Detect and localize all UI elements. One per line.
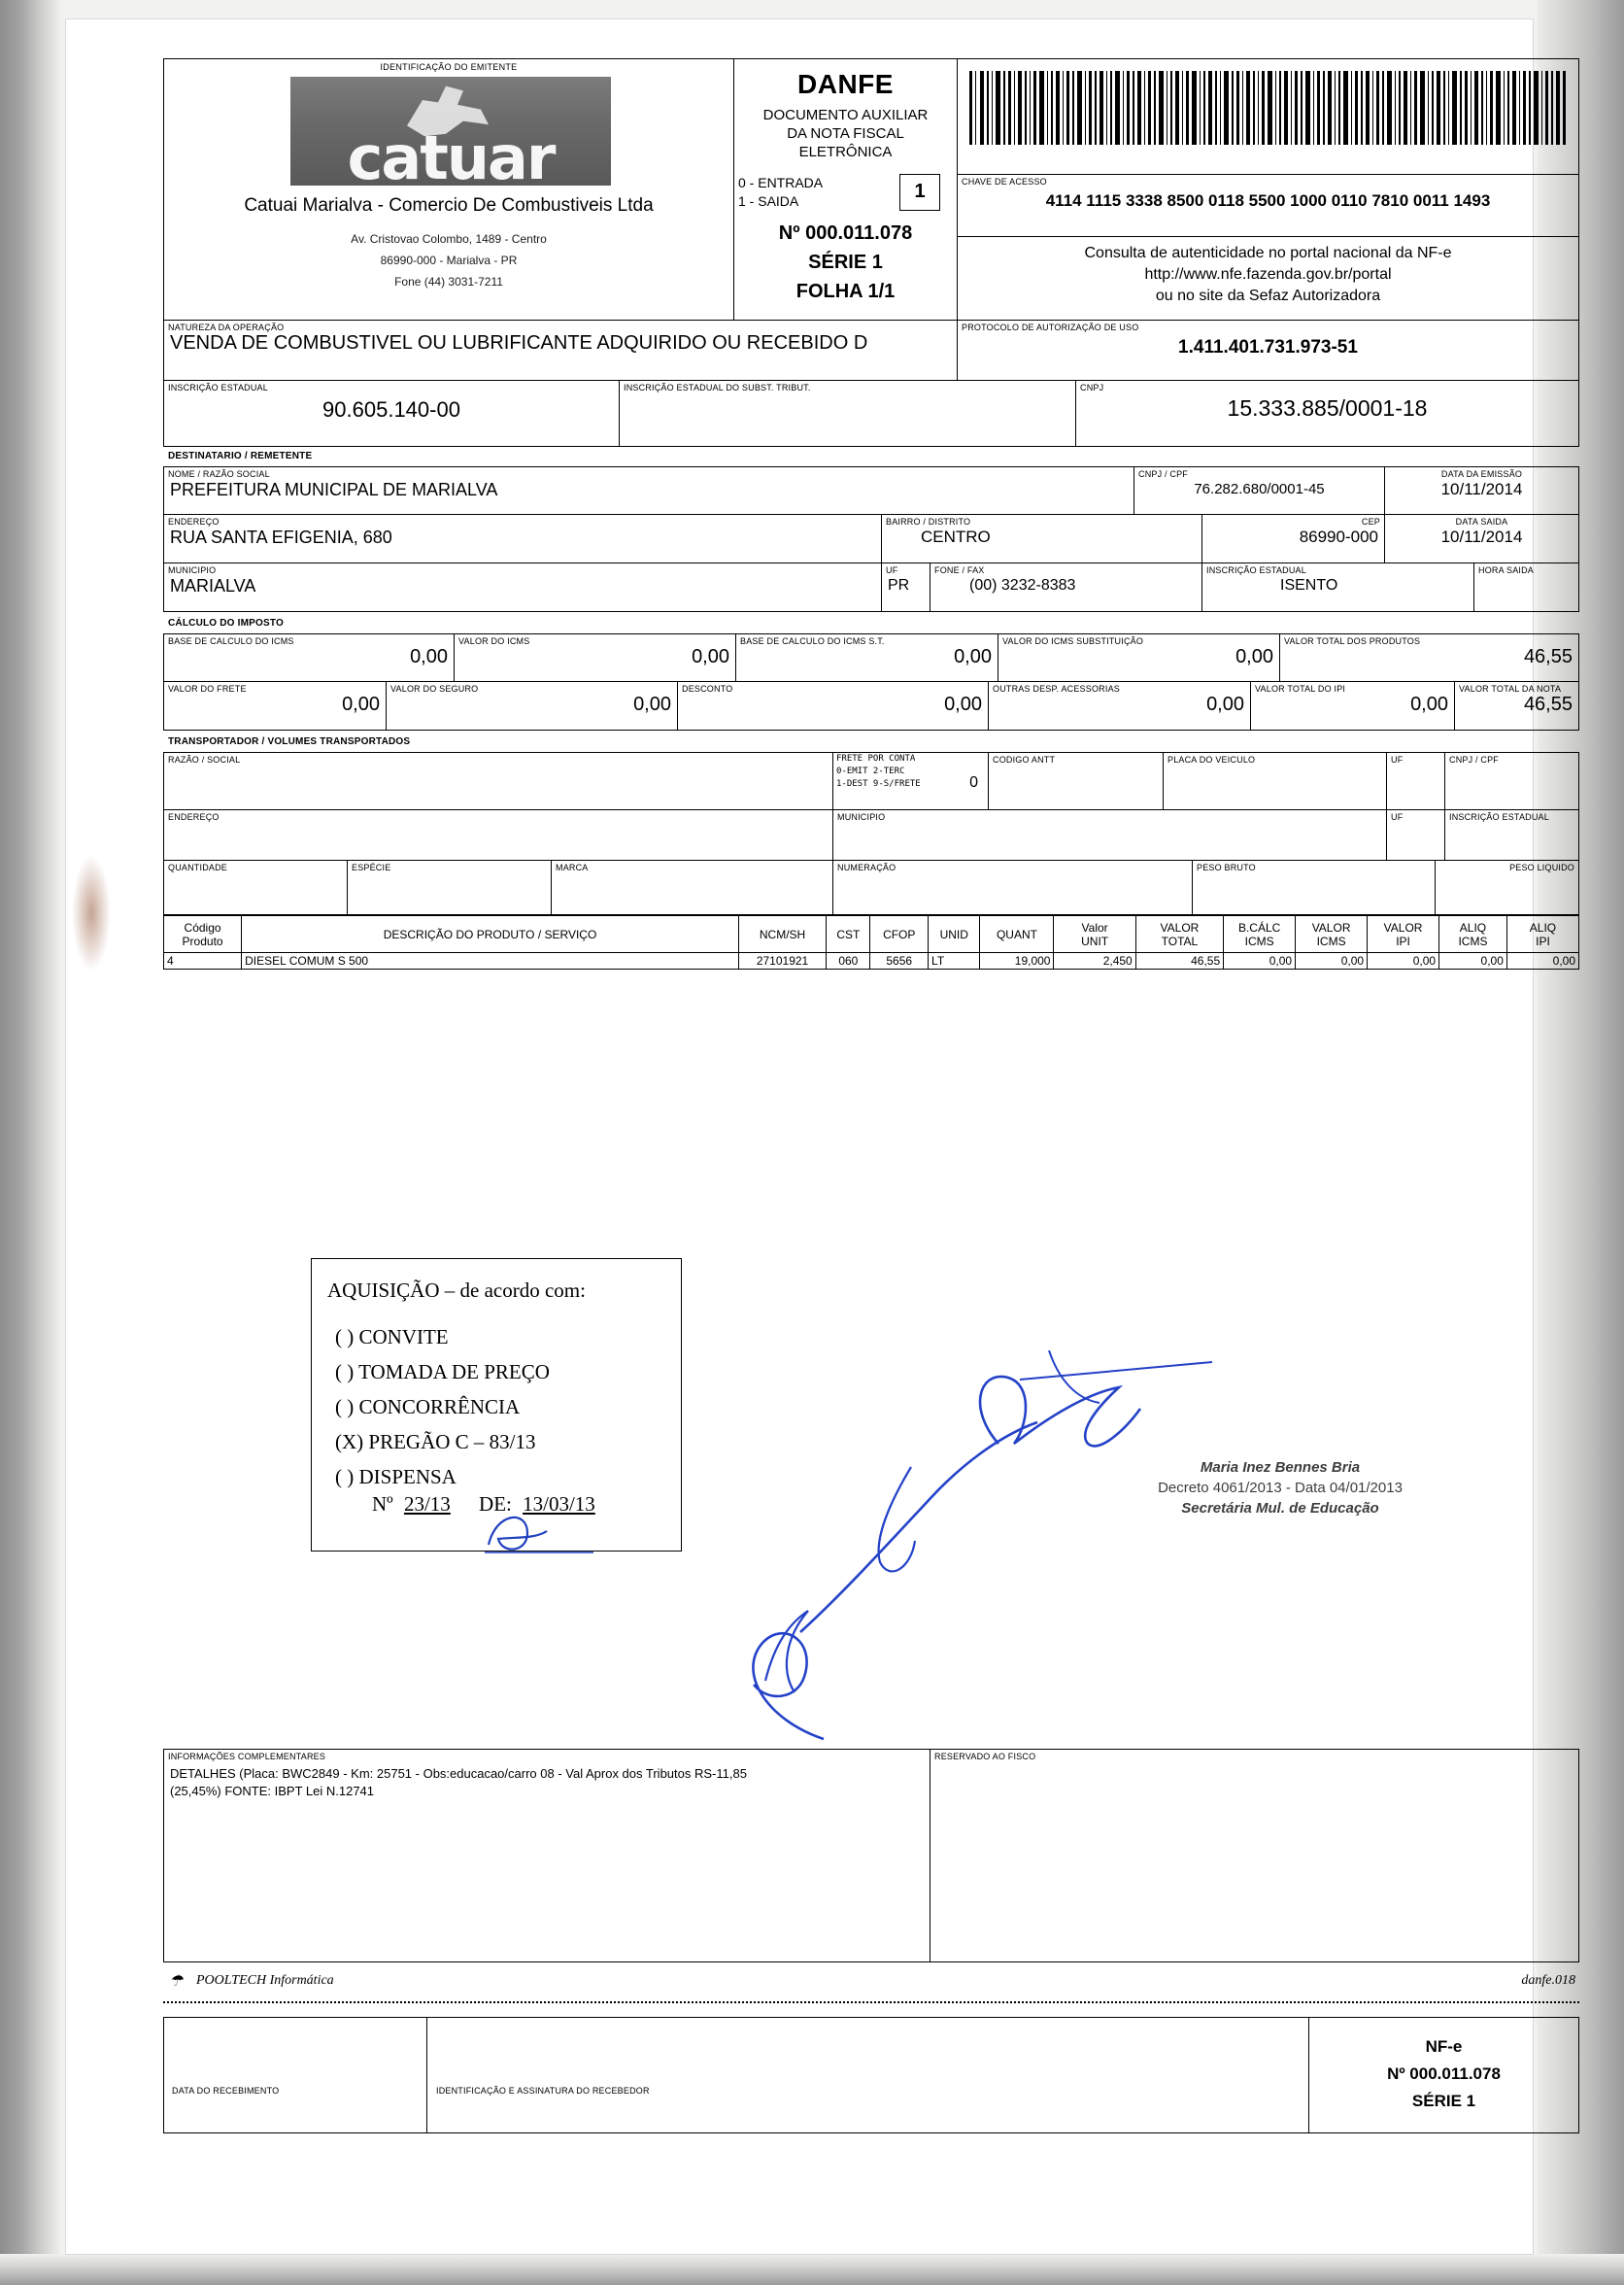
transportador-uf-value [1387,765,1444,767]
transportador-uf-label: UF [1391,755,1404,765]
col-aliq-ipi [1506,916,1578,953]
danfe-subtitle-3: ELETRÔNICA [798,144,893,160]
valor-frete-value: 0,00 [342,694,380,715]
danfe-title: DANFE [797,69,894,99]
data-saida-box [1385,515,1579,563]
cell-ncm: 27101921 [738,953,826,970]
aquisicao-stamp-box [311,1258,682,1552]
base-icms-st-value: 0,00 [954,646,992,667]
volume-numeracao-label: NUMERAÇÃO [837,863,897,872]
emitente-address: Av. Cristovao Colombo, 1489 - Centro [351,232,547,246]
volume-numeracao-box [833,861,1193,915]
valor-icms-box [455,633,736,682]
emitente-city: 86990-000 - Marialva - PR [380,254,518,267]
col-bcalc-icms [1224,916,1296,953]
destinatario-fone-label: FONE / FAX [934,565,985,575]
col-ncm: NCM/SH [738,916,826,953]
danfe-form [163,58,1579,2234]
access-key-barcode [967,71,1570,145]
destinatario-endereco-box [163,515,882,563]
col-aliq-ipi-line2: IPI [1536,934,1550,948]
emitente-phone: Fone (44) 3031-7211 [394,275,503,289]
aquisicao-numero-line [372,1492,595,1517]
consulta-line-1: Consulta de autenticidade no portal nacional da NF-e [1084,245,1452,261]
transportador-municipio-value [833,822,1386,824]
codigo-antt-label: CODIGO ANTT [993,755,1056,765]
col-valor-unit-line2: UNIT [1081,934,1109,948]
access-key-label: CHAVE DE ACESSO [962,177,1047,187]
operation-saida-label: 1 - SAIDA [738,193,799,209]
hora-saida-value [1474,575,1578,577]
col-aliq-icms-line2: ICMS [1458,934,1488,948]
destinatario-ie-value: ISENTO [1280,577,1338,594]
transportador-ie-label: INSCRIÇÃO ESTADUAL [1449,812,1549,822]
cell-descricao: DIESEL COMUM S 500 [242,953,739,970]
data-saida-value: 10/11/2014 [1440,528,1523,546]
access-key-value: 4114 1115 3338 8500 0118 5500 1000 0110 7810 0011 1493 [1045,191,1491,210]
consulta-line-3: ou no site da Sefaz Autorizadora [1155,288,1381,304]
destinatario-section-title: DESTINATARIO / REMETENTE [168,451,313,461]
emitente-cnpj-label: CNPJ [1080,383,1104,392]
tear-line [163,2001,1579,2003]
danfe-numero: Nº 000.011.078 [778,222,913,244]
transportador-cnpj-box [1445,752,1579,810]
transportador-endereco-value [164,822,832,824]
frete-conta-value: 0 [969,774,978,791]
data-recebimento-label: DATA DO RECEBIMENTO [172,2086,280,2096]
recebimento-box [163,2017,1309,2133]
cell-valor-unit: 2,450 [1054,953,1135,970]
operation-type-legend [738,174,823,211]
col-valor-ipi-line2: IPI [1396,934,1410,948]
transportador-endereco-label: ENDEREÇO [168,812,220,822]
consulta-line-2[interactable]: http://www.nfe.fazenda.gov.br/portal [1144,266,1392,283]
col-valor-ipi [1368,916,1439,953]
aquisicao-de-value: 13/03/13 [523,1492,595,1516]
valor-icms-label: VALOR DO ICMS [458,636,530,646]
cell-aliq-icms: 0,00 [1439,953,1507,970]
valor-ipi-value: 0,00 [1410,694,1448,715]
col-quant: QUANT [980,916,1054,953]
aquisicao-option-convite: ( ) CONVITE [335,1325,449,1348]
frete-conta-box [833,752,989,810]
danfe-subtitle-1: DOCUMENTO AUXILIAR [762,107,929,123]
destinatario-ie-box [1202,563,1474,612]
cell-cfop: 5656 [870,953,929,970]
stamp-cargo: Secretária Mul. de Educação [1181,1500,1379,1517]
aquisicao-option-concorrencia: ( ) CONCORRÊNCIA [335,1395,521,1418]
nfe-footer-label: NF-e [1425,2037,1463,2056]
inscricao-subst-value [620,392,1075,401]
danfe-folha: FOLHA 1/1 [795,281,896,302]
nfe-footer-numero: Nº 000.011.078 [1387,2064,1501,2083]
transportador-uf2-label: UF [1391,812,1404,822]
base-icms-box [163,633,455,682]
volume-especie-label: ESPÉCIE [352,863,391,872]
inscricao-subst-box [620,381,1076,447]
volume-especie-value [348,872,551,874]
transportador-ie-value [1445,822,1578,824]
stamp-decreto: Decreto 4061/2013 - Data 04/01/2013 [1158,1480,1403,1496]
icms-substituicao-value: 0,00 [1235,646,1273,667]
informacoes-label: INFORMAÇÕES COMPLEMENTARES [168,1752,326,1761]
destinatario-cep-label: CEP [1361,517,1380,527]
peso-liquido-value [1436,872,1578,874]
nfe-footer-box [1309,2017,1579,2133]
col-valor-icms-line2: ICMS [1316,934,1346,948]
transportador-razao-box [163,752,833,810]
logo-wordmark: catuar [347,122,555,186]
access-key-box [958,175,1579,237]
footer-form-code: danfe.018 [1521,1973,1575,1988]
col-valor-total [1135,916,1223,953]
consulta-box [958,237,1579,321]
volume-marca-box [552,861,833,915]
volume-numeracao-value [833,872,1192,874]
col-aliq-icms-line1: ALIQ [1459,920,1487,935]
destinatario-municipio-box [163,563,882,612]
natureza-label: NATUREZA DA OPERAÇÃO [168,323,285,332]
data-emissao-label: DATA DA EMISSÃO [1440,469,1523,479]
handwritten-signature [707,1350,1251,1758]
scan-bottom-edge-shadow [0,2254,1624,2285]
valor-total-produtos-value: 46,55 [1523,646,1573,667]
valor-seguro-label: VALOR DO SEGURO [390,684,479,694]
aquisicao-option-dispensa: ( ) DISPENSA [335,1465,457,1488]
cell-codigo: 4 [164,953,242,970]
data-emissao-box [1385,466,1579,515]
reservado-fisco-label: RESERVADO AO FISCO [934,1752,1036,1761]
produtos-body [164,953,1579,970]
cell-valor-total: 46,55 [1135,953,1223,970]
valor-total-nota-value: 46,55 [1523,694,1573,715]
nfe-footer-serie: SÉRIE 1 [1411,2092,1476,2110]
danfe-subtitle-2: DA NOTA FISCAL [787,125,904,142]
official-stamp [1134,1457,1426,1518]
base-icms-value: 0,00 [410,646,448,667]
inscricao-estadual-box [163,381,620,447]
informacoes-line-2: (25,45%) FONTE: IBPT Lei N.12741 [170,1784,375,1798]
outras-despesas-label: OUTRAS DESP. ACESSORIAS [993,684,1120,694]
logo-background [290,77,611,186]
destinatario-uf-box [882,563,930,612]
danfe-identification-box [734,58,958,321]
emitente-cnpj-box [1076,381,1579,447]
col-valor-ipi-line1: VALOR [1383,920,1423,935]
transportador-uf-box [1387,752,1445,810]
footer-brand-row [163,1967,1579,2002]
transportador-municipio-label: MUNICIPIO [837,812,886,822]
col-cfop: CFOP [870,916,929,953]
aquisicao-title: AQUISIÇÃO – de acordo com: [327,1279,586,1302]
data-emissao-value: 10/11/2014 [1440,480,1523,498]
transportador-cnpj-value [1445,765,1578,767]
table-row [164,953,1579,970]
destinatario-cep-box [1202,515,1385,563]
emitente-logo [290,77,611,188]
valor-total-nota-box [1455,682,1579,731]
recebimento-divider [426,2018,427,2132]
peso-liquido-box [1436,861,1579,915]
transportador-municipio-box [833,810,1387,861]
col-valor-unit [1054,916,1135,953]
data-saida-label: DATA SAIDA [1455,517,1508,527]
volume-marca-value [552,872,832,874]
imposto-section-title: CÁLCULO DO IMPOSTO [168,618,284,629]
destinatario-cnpj-box [1134,466,1385,515]
barcode-box [958,58,1579,175]
inscricao-estadual-label: INSCRIÇÃO ESTADUAL [168,383,268,392]
paper-sheet [66,19,1575,2254]
destinatario-cnpj-value: 76.282.680/0001-45 [1194,481,1325,497]
destinatario-fone-value: (00) 3232-8383 [969,577,1076,594]
destinatario-cnpj-label: CNPJ / CPF [1138,469,1189,479]
scan-left-edge-shadow [0,0,60,2285]
operation-type-value: 1 [899,174,940,211]
col-bcalc-line2: ICMS [1244,934,1274,948]
frete-conta-legend-1: 0-EMIT 2-TERC [836,767,905,776]
destinatario-nome-box [163,466,1134,515]
cell-unid: LT [929,953,980,970]
transportador-razao-value [164,765,832,767]
destinatario-nome-label: NOME / RAZÃO SOCIAL [168,469,270,479]
destinatario-bairro-value: CENTRO [921,528,991,546]
cell-aliq-ipi: 0,00 [1506,953,1578,970]
operation-entrada-label: 0 - ENTRADA [738,175,824,190]
placa-veiculo-box [1164,752,1387,810]
hora-saida-label: HORA SAIDA [1478,565,1535,575]
volume-quantidade-label: QUANTIDADE [168,863,228,872]
produtos-header-row [164,916,1579,953]
volume-especie-box [348,861,552,915]
destinatario-uf-value: PR [888,577,910,594]
cell-valor-icms: 0,00 [1296,953,1368,970]
valor-total-produtos-box [1280,633,1579,682]
valor-ipi-label: VALOR TOTAL DO IPI [1255,684,1346,694]
base-icms-st-label: BASE DE CALCULO DO ICMS S.T. [740,636,885,646]
col-bcalc-line1: B.CÁLC [1237,920,1281,935]
col-descricao: DESCRIÇÃO DO PRODUTO / SERVIÇO [242,916,739,953]
destinatario-bairro-label: BAIRRO / DISTRITO [886,517,971,527]
emitente-section-label: IDENTIFICAÇÃO DO EMITENTE [380,62,518,72]
col-codigo-produto [164,916,242,953]
valor-seguro-box [387,682,678,731]
outras-despesas-value: 0,00 [1206,694,1244,715]
desconto-value: 0,00 [944,694,982,715]
reservado-fisco-box [930,1749,1579,1962]
col-valor-icms [1296,916,1368,953]
pooltech-logo-icon: ☂ [169,1973,184,1990]
inscricao-subst-label: INSCRIÇÃO ESTADUAL DO SUBST. TRIBUT. [624,383,811,392]
peso-bruto-box [1193,861,1436,915]
peso-bruto-value [1193,872,1435,874]
codigo-antt-value [989,765,1163,767]
destinatario-uf-label: UF [886,565,898,575]
col-valor-unit-line1: Valor [1081,920,1108,935]
cell-quant: 19,000 [980,953,1054,970]
col-aliq-icms [1439,916,1507,953]
transportador-cnpj-label: CNPJ / CPF [1449,755,1500,765]
destinatario-nome-value: PREFEITURA MUNICIPAL DE MARIALVA [170,480,498,499]
protocolo-box [958,321,1579,381]
volume-quantidade-value [164,872,347,874]
aquisicao-option-tomada: ( ) TOMADA DE PREÇO [335,1360,550,1383]
valor-frete-box [163,682,387,731]
codigo-antt-box [989,752,1164,810]
destinatario-endereco-value: RUA SANTA EFIGENIA, 680 [170,528,392,547]
valor-ipi-box [1251,682,1455,731]
protocolo-label: PROTOCOLO DE AUTORIZAÇÃO DE USO [962,323,1139,332]
col-valor-total-line1: VALOR [1160,920,1200,935]
col-codigo-line2: Produto [182,934,223,948]
valor-icms-value: 0,00 [692,646,729,667]
cell-valor-ipi: 0,00 [1368,953,1439,970]
cell-bcalc-icms: 0,00 [1224,953,1296,970]
transportador-uf2-box [1387,810,1445,861]
desconto-box [678,682,989,731]
scan-smudge [72,855,111,972]
transportador-razao-label: RAZÃO / SOCIAL [168,755,241,765]
destinatario-cep-value: 86990-000 [1299,528,1378,546]
placa-veiculo-value [1164,765,1386,767]
emitente-cnpj-value: 15.333.885/0001-18 [1227,395,1428,421]
transportador-ie-box [1445,810,1579,861]
col-valor-icms-line1: VALOR [1311,920,1351,935]
valor-frete-label: VALOR DO FRETE [168,684,247,694]
outras-despesas-box [989,682,1251,731]
valor-total-produtos-label: VALOR TOTAL DOS PRODUTOS [1284,636,1421,646]
destinatario-endereco-label: ENDEREÇO [168,517,220,527]
natureza-operacao-box [163,321,958,381]
col-unid: UNID [929,916,980,953]
footer-brand: POOLTECH Informática [196,1973,334,1988]
informacoes-line-1: DETALHES (Placa: BWC2849 - Km: 25751 - Obs:educacao/carro 08 - Val Aprox dos Tributos RS-11,85 [170,1766,747,1781]
desconto-label: DESCONTO [682,684,733,694]
col-valor-total-line2: TOTAL [1161,934,1199,948]
peso-liquido-label: PESO LIQUIDO [1509,863,1574,872]
hora-saida-box [1474,563,1579,612]
aquisicao-numero-value: 23/13 [403,1492,451,1516]
col-aliq-ipi-line1: ALIQ [1529,920,1557,935]
aquisicao-de-label: DE: [479,1492,512,1516]
placa-veiculo-label: PLACA DO VEICULO [1167,755,1256,765]
stamp-name: Maria Inez Bennes Bria [1200,1459,1361,1476]
destinatario-fone-box [930,563,1202,612]
destinatario-ie-label: INSCRIÇÃO ESTADUAL [1206,565,1306,575]
col-codigo-line1: Código [184,920,221,935]
valor-seguro-value: 0,00 [633,694,671,715]
assinatura-recebedor-label: IDENTIFICAÇÃO E ASSINATURA DO RECEBEDOR [436,2086,650,2096]
cell-cst: 060 [827,953,870,970]
transportador-uf2-value [1387,822,1444,824]
frete-conta-legend-2: 1-DEST 9-S/FRETE [836,779,921,789]
transportador-endereco-box [163,810,833,861]
informacoes-complementares-box [163,1749,930,1962]
emitente-name: Catuai Marialva - Comercio De Combustiveis Ltda [244,195,654,216]
destinatario-municipio-value: MARIALVA [170,576,256,596]
transportador-section-title: TRANSPORTADOR / VOLUMES TRANSPORTADOS [168,736,411,747]
volume-marca-label: MARCA [556,863,589,872]
icms-substituicao-box [998,633,1280,682]
protocolo-value: 1.411.401.731.973-51 [1178,337,1358,358]
base-icms-label: BASE DE CALCULO DO ICMS [168,636,294,646]
icms-substituicao-label: VALOR DO ICMS SUBSTITUIÇÃO [1002,636,1144,646]
base-icms-st-box [736,633,998,682]
aquisicao-numero-label: Nº [372,1492,393,1516]
frete-conta-label: FRETE POR CONTA [836,754,916,764]
valor-total-nota-label: VALOR TOTAL DA NOTA [1459,684,1562,694]
inscricao-estadual-value: 90.605.140-00 [322,397,460,422]
produtos-table [163,915,1579,970]
danfe-serie: SÉRIE 1 [808,252,883,273]
col-cst: CST [827,916,870,953]
produtos-header [164,916,1579,953]
natureza-value: VENDA DE COMBUSTIVEL OU LUBRIFICANTE ADQUIRIDO OU RECEBIDO D [170,332,868,354]
aquisicao-option-pregao: (X) PREGÃO C – 83/13 [335,1430,536,1453]
peso-bruto-label: PESO BRUTO [1197,863,1256,872]
destinatario-bairro-box [882,515,1202,563]
emitente-box [163,58,734,321]
destinatario-municipio-label: MUNICIPIO [168,565,217,575]
volume-quantidade-box [163,861,348,915]
